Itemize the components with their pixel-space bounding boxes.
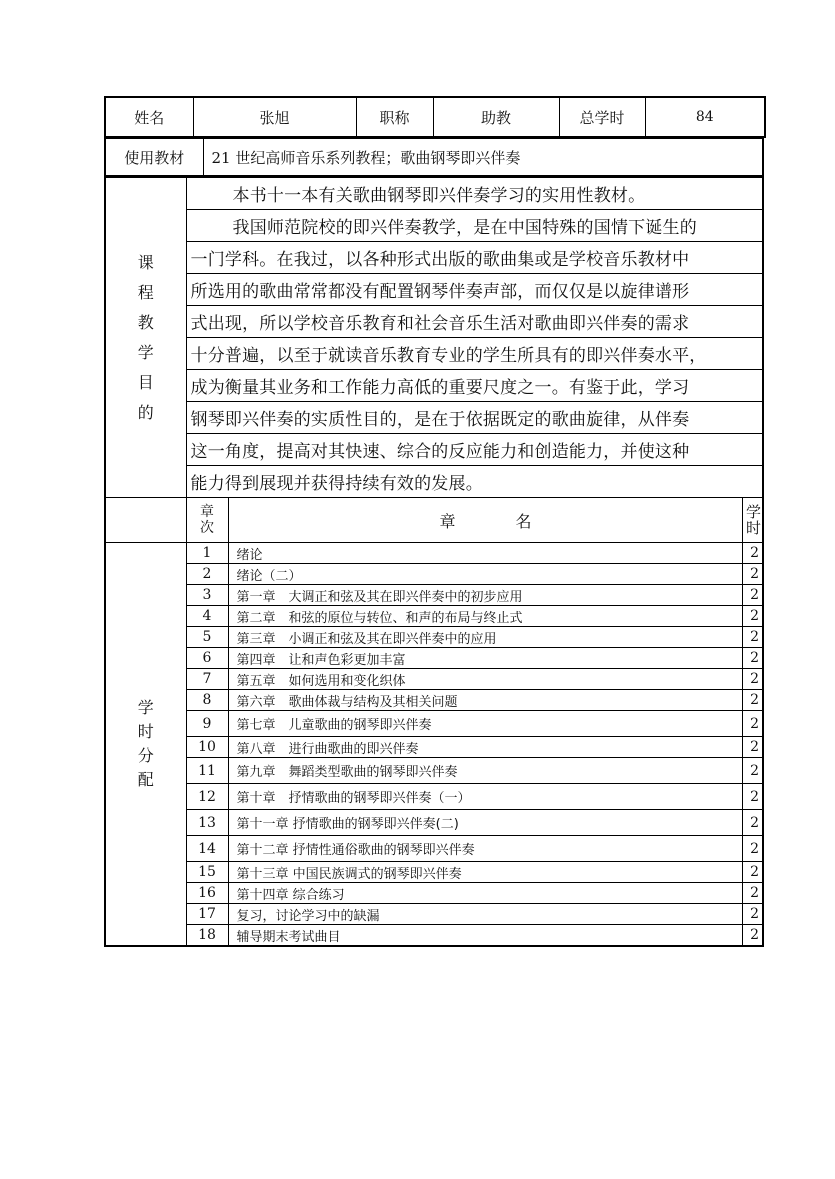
- chapter-number: 6: [186, 648, 228, 669]
- chapter-name: 第十四章 综合练习: [228, 883, 743, 904]
- schedule-row: [105, 648, 763, 669]
- chapter-name: 第三章 小调正和弦及其在即兴伴奏中的应用: [228, 627, 743, 648]
- purpose-line-row: [105, 242, 763, 274]
- purpose-line-row: [105, 274, 763, 306]
- chapter-name: 第十二章 抒情性通俗歌曲的钢琴即兴伴奏: [228, 836, 743, 862]
- name-label: 姓名: [105, 97, 193, 137]
- chapter-number: 10: [186, 737, 228, 758]
- purpose-text-line: 所选用的歌曲常常都没有配置钢琴伴奏声部，而仅仅是以旋律谱形: [186, 274, 763, 306]
- purpose-text-line: 十分普遍，以至于就读音乐教育专业的学生所具有的即兴伴奏水平，: [186, 338, 763, 370]
- material-table: [104, 138, 764, 177]
- chapter-name: 第六章 歌曲体裁与结构及其相关问题: [228, 690, 743, 711]
- chapter-hours: 2: [743, 606, 763, 627]
- hours-allocation-label-char: 分: [137, 746, 154, 765]
- chapter-name: 第一章 大调正和弦及其在即兴伴奏中的初步应用: [228, 585, 743, 606]
- chapter-hours: 2: [743, 737, 763, 758]
- hours-header: [743, 498, 763, 543]
- chapter-hours: 2: [743, 648, 763, 669]
- schedule-row: [105, 883, 763, 904]
- name-value: 张旭: [193, 97, 356, 137]
- chapter-hours: 2: [743, 925, 763, 947]
- chapter-number: 18: [186, 925, 228, 947]
- chapter-number: 8: [186, 690, 228, 711]
- purpose-text-line: 本书十一本有关歌曲钢琴即兴伴奏学习的实用性教材。: [186, 178, 763, 210]
- purpose-line-row: [105, 370, 763, 402]
- purpose-text-line: 式出现，所以学校音乐教育和社会音乐生活对歌曲即兴伴奏的需求: [186, 306, 763, 338]
- chapter-hours: 2: [743, 669, 763, 690]
- schedule-row: [105, 669, 763, 690]
- chapter-name: 绪论（二）: [228, 564, 743, 585]
- purpose-text-line: 一门学科。在我过，以各种形式出版的歌曲集或是学校音乐教材中: [186, 242, 763, 274]
- chapter-hours: 2: [743, 883, 763, 904]
- purpose-text-line: 能力得到展现并获得持续有效的发展。: [186, 466, 763, 498]
- chapter-number: 16: [186, 883, 228, 904]
- chapter-number: 5: [186, 627, 228, 648]
- material-value: 21 世纪高师音乐系列教程；歌曲钢琴即兴伴奏: [203, 139, 763, 177]
- schedule-row: [105, 606, 763, 627]
- schedule-row: [105, 627, 763, 648]
- chapter-number: 11: [186, 758, 228, 784]
- schedule-row: [105, 904, 763, 925]
- schedule-row: [105, 543, 763, 564]
- chapter-hours: 2: [743, 690, 763, 711]
- chapter-hours: 2: [743, 711, 763, 737]
- chapter-number: 2: [186, 564, 228, 585]
- chapter-name: 第七章 儿童歌曲的钢琴即兴伴奏: [228, 711, 743, 737]
- chapter-number: 7: [186, 669, 228, 690]
- chapter-number: 12: [186, 784, 228, 810]
- schedule-section: [105, 498, 763, 947]
- purpose-label: [105, 178, 186, 498]
- purpose-line-row: [105, 306, 763, 338]
- chapter-name: 辅导期末考试曲目: [228, 925, 743, 947]
- hours-allocation-label-char: 学: [137, 698, 154, 717]
- purpose-text-line: 我国师范院校的即兴伴奏教学，是在中国特殊的国情下诞生的: [186, 210, 763, 242]
- chapter-hours: 2: [743, 904, 763, 925]
- schedule-row: [105, 585, 763, 606]
- chapter-hours: 2: [743, 585, 763, 606]
- purpose-line-row: [105, 338, 763, 370]
- chapter-no-header-char: 章: [200, 504, 214, 520]
- chapter-name: 第十三章 中国民族调式的钢琴即兴伴奏: [228, 862, 743, 883]
- purpose-label-char: 学: [137, 342, 154, 362]
- purpose-label-char: 目: [137, 372, 154, 392]
- chapter-number: 15: [186, 862, 228, 883]
- chapter-hours: 2: [743, 758, 763, 784]
- chapter-name: 第十一章 抒情歌曲的钢琴即兴伴奏(二): [228, 810, 743, 836]
- purpose-text-line: 这一角度，提高对其快速、综合的反应能力和创造能力，并使这种: [186, 434, 763, 466]
- chapter-name-header-char: 章: [439, 511, 456, 531]
- total-hours-value: 84: [645, 97, 765, 137]
- purpose-text-line: 成为衡量其业务和工作能力高低的重要尺度之一。有鉴于此，学习: [186, 370, 763, 402]
- material-label: 使用教材: [105, 139, 203, 177]
- hours-allocation-label-char: 配: [137, 770, 154, 789]
- chapter-number: 4: [186, 606, 228, 627]
- chapter-no-header-char: 次: [200, 520, 214, 536]
- schedule-row: [105, 836, 763, 862]
- chapter-number: 3: [186, 585, 228, 606]
- schedule-header-blank: [105, 498, 186, 543]
- chapter-hours: 2: [743, 627, 763, 648]
- purpose-line-row: [105, 210, 763, 242]
- chapter-number: 14: [186, 836, 228, 862]
- chapter-hours: 2: [743, 784, 763, 810]
- schedule-row: [105, 690, 763, 711]
- chapter-number: 13: [186, 810, 228, 836]
- schedule-row: [105, 925, 763, 947]
- chapter-name: 复习，讨论学习中的缺漏: [228, 904, 743, 925]
- schedule-row: [105, 862, 763, 883]
- course-info-sheet: [104, 96, 764, 947]
- purpose-line-row: [105, 402, 763, 434]
- purpose-text-line: 钢琴即兴伴奏的实质性目的，是在于依据既定的歌曲旋律，从伴奏: [186, 402, 763, 434]
- title-value: 助教: [433, 97, 559, 137]
- chapter-name: 第九章 舞蹈类型歌曲的钢琴即兴伴奏: [228, 758, 743, 784]
- schedule-row: [105, 784, 763, 810]
- chapter-hours: 2: [743, 810, 763, 836]
- chapter-hours: 2: [743, 564, 763, 585]
- purpose-line-row: [105, 466, 763, 498]
- chapter-name-header: [228, 498, 743, 543]
- hours-header-char: 学: [745, 503, 761, 521]
- schedule-row: [105, 758, 763, 784]
- chapter-name: 绪论: [228, 543, 743, 564]
- course-plan-table: [104, 177, 764, 947]
- purpose-label-char: 的: [137, 402, 154, 422]
- schedule-row: [105, 564, 763, 585]
- hours-allocation-label-char: 时: [137, 722, 154, 741]
- schedule-row: [105, 737, 763, 758]
- chapter-no-header: [186, 498, 228, 543]
- chapter-hours: 2: [743, 836, 763, 862]
- chapter-name: 第八章 进行曲歌曲的即兴伴奏: [228, 737, 743, 758]
- purpose-label-char: 课: [137, 252, 154, 272]
- material-row: [105, 139, 763, 177]
- chapter-number: 9: [186, 711, 228, 737]
- chapter-name: 第十章 抒情歌曲的钢琴即兴伴奏（一）: [228, 784, 743, 810]
- hours-header-char: 时: [745, 519, 761, 537]
- title-label: 职称: [356, 97, 433, 137]
- chapter-number: 17: [186, 904, 228, 925]
- total-hours-label: 总学时: [559, 97, 645, 137]
- hours-allocation-label: [105, 543, 186, 947]
- purpose-label-char: 程: [137, 282, 154, 302]
- chapter-number: 1: [186, 543, 228, 564]
- purpose-label-char: 教: [137, 312, 154, 332]
- chapter-name-header-char: 名: [515, 511, 532, 531]
- chapter-hours: 2: [743, 543, 763, 564]
- schedule-row: [105, 711, 763, 737]
- teacher-info-row: [105, 97, 765, 137]
- chapter-name: 第四章 让和声色彩更加丰富: [228, 648, 743, 669]
- teacher-info-table: [104, 96, 766, 138]
- purpose-line-row: [105, 434, 763, 466]
- chapter-name: 第二章 和弦的原位与转位、和声的布局与终止式: [228, 606, 743, 627]
- purpose-section: [105, 178, 763, 498]
- chapter-hours: 2: [743, 862, 763, 883]
- purpose-line-row: [105, 178, 763, 210]
- schedule-header-row: [105, 498, 763, 543]
- schedule-row: [105, 810, 763, 836]
- chapter-name: 第五章 如何选用和变化织体: [228, 669, 743, 690]
